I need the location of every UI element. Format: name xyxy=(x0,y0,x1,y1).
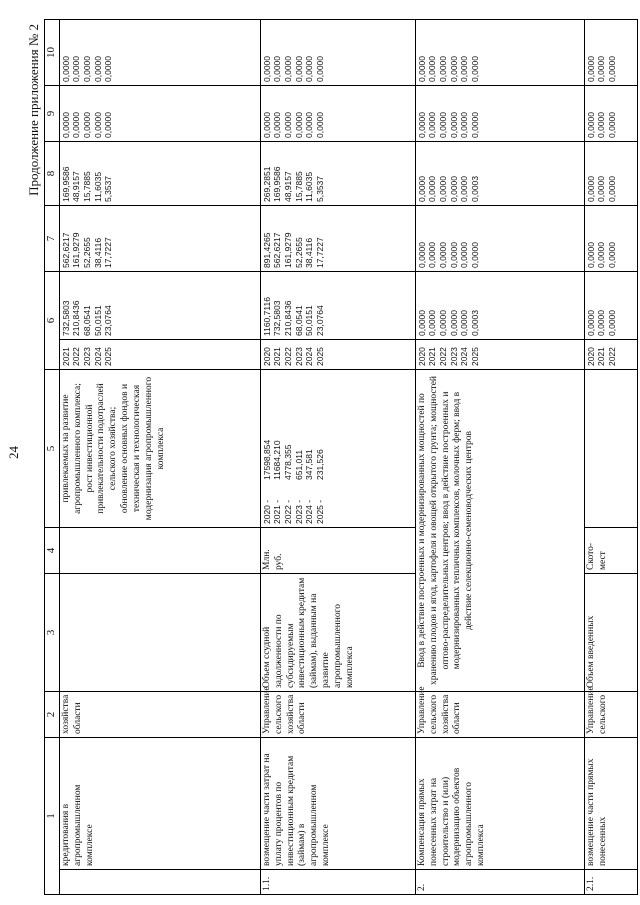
regional-col xyxy=(415,142,584,206)
table-row-1-1 xyxy=(260,20,415,895)
value: 52,2655 xyxy=(293,237,304,268)
value: 11,6035 xyxy=(304,171,315,202)
unit xyxy=(59,528,260,574)
year: 2022 xyxy=(71,347,82,366)
col-head-9: 9 xyxy=(45,86,60,142)
value: 0,0000 xyxy=(607,112,617,138)
value: 0,0000 xyxy=(438,310,448,336)
indicator: Объем ссудной задолженности по субсидируемым инвестиционным кредитам (займам), выданным на развитие агропромышленного комплекса xyxy=(260,574,415,692)
other-col xyxy=(415,20,584,86)
row-number: 2.1. xyxy=(584,870,637,895)
unit-line: руб. xyxy=(273,553,284,570)
value: 0,0000 xyxy=(448,310,459,336)
value: 0,0000 xyxy=(416,242,427,268)
year: 2022 xyxy=(607,347,617,366)
value: 15,7885 xyxy=(293,171,304,202)
year: 2023 xyxy=(293,347,304,366)
value: 0,0000 xyxy=(459,176,470,202)
year-list xyxy=(260,340,415,370)
value: 0,0000 xyxy=(438,56,448,82)
value: 0,0000 xyxy=(283,112,293,138)
value: 269,2851 xyxy=(261,166,272,202)
value: 0,0000 xyxy=(459,310,470,336)
value: 0,0000 xyxy=(293,56,304,82)
value: 52,2655 xyxy=(82,237,92,268)
table-row-2 xyxy=(415,20,584,895)
value: 0,0000 xyxy=(438,242,448,268)
expected-results xyxy=(59,370,260,528)
value: 0,0000 xyxy=(607,242,617,268)
value: 48,9157 xyxy=(283,171,293,202)
value: 5,3537 xyxy=(314,176,325,202)
value: 0,0000 xyxy=(427,56,438,82)
indicator: Ввод в действие построенных и модернизированных мощностей по хранению плодов и ягод, картофеля и овощей открытого грунта; мощностей оптово-распределительных центров; ввод в действие построенных и модернизированных тепличных комплексов, молочных ферм; ввод в действие селекционно-семеноводческих центров xyxy=(415,370,584,692)
indicator: Объем введенных xyxy=(584,574,637,692)
value: 0,0000 xyxy=(448,56,459,82)
value: 0,0000 xyxy=(82,112,92,138)
col-head-8: 8 xyxy=(45,142,60,206)
value: 0,0000 xyxy=(103,112,114,138)
value: 0,0000 xyxy=(304,112,315,138)
value: 0,0000 xyxy=(596,176,607,202)
value: 0,0000 xyxy=(261,112,272,138)
value: 0,0000 xyxy=(459,112,470,138)
unit xyxy=(584,528,637,574)
schedule-line xyxy=(283,373,294,524)
year: 2025 xyxy=(103,347,114,366)
value: 38,4116 xyxy=(304,237,315,268)
value: 891,4265 xyxy=(261,232,272,268)
value: 0,0000 xyxy=(92,56,103,82)
schedule-value: 231,526 xyxy=(314,449,325,480)
value: 562,6217 xyxy=(60,232,71,268)
value: 0,0000 xyxy=(427,176,438,202)
schedule-value: 11684,210 xyxy=(272,440,283,480)
value: 50,0151 xyxy=(304,305,315,336)
event-name: возмещение части затрат на уплату процентов по инвестиционным кредитам (займам) в агропромышленном комплексе xyxy=(260,738,415,870)
total-col xyxy=(260,272,415,340)
value: 0,0000 xyxy=(585,176,596,202)
value: 0,0000 xyxy=(459,242,470,268)
col-head-3: 3 xyxy=(45,574,60,692)
page-number: 24 xyxy=(6,446,21,459)
value: 0,0000 xyxy=(416,112,427,138)
federal-col xyxy=(415,206,584,272)
value: 0,0000 xyxy=(585,112,596,138)
value: 210,8436 xyxy=(283,300,293,336)
value: 0,0003 xyxy=(469,176,480,202)
result-line: привлекаемых на развитие агропромышленного комплекса; xyxy=(60,383,83,514)
value: 68,0541 xyxy=(293,305,304,336)
value: 23,0764 xyxy=(103,305,114,336)
value: 0,0000 xyxy=(272,112,283,138)
value: 0,0000 xyxy=(60,112,71,138)
year: 2025 xyxy=(314,347,325,366)
value: 0,0000 xyxy=(585,242,596,268)
value: 0,0000 xyxy=(272,56,283,82)
row-number: 1.1. xyxy=(260,870,415,895)
unit-line: мест xyxy=(597,551,608,570)
value: 0,0000 xyxy=(103,56,114,82)
executor: Управление сельского хозяйства области xyxy=(260,692,415,738)
result-line: обновление основных фондов и техническая и технологическая модернизация агропромышленного комплекса xyxy=(120,376,166,521)
year: 2022 xyxy=(438,347,448,366)
value: 23,0764 xyxy=(314,305,325,336)
unit-line: Млн. xyxy=(261,549,272,570)
value: 15,7885 xyxy=(82,171,92,202)
schedule-year: 2023 - xyxy=(293,499,304,524)
value: 0,0000 xyxy=(596,242,607,268)
year: 2022 xyxy=(283,347,293,366)
federal-col xyxy=(59,206,260,272)
unit-line: Ското- xyxy=(585,542,596,570)
value: 0,0000 xyxy=(469,56,480,82)
value: 0,0000 xyxy=(448,112,459,138)
federal-col xyxy=(260,206,415,272)
event-name: кредитования в агропромышленном комплексе xyxy=(59,738,260,870)
value: 0,0000 xyxy=(71,56,82,82)
value: 5,3537 xyxy=(103,176,114,202)
col-head-6: 6 xyxy=(45,272,60,370)
schedule-year: 2024 - xyxy=(304,499,315,524)
appendix-subtitle: Продолжение приложения № 2 xyxy=(26,24,41,196)
event-name: возмещение части прямых понесенных xyxy=(584,738,637,870)
col-head-4: 4 xyxy=(45,528,60,574)
expected-results xyxy=(584,370,637,528)
federal-col xyxy=(584,206,637,272)
value: 50,0151 xyxy=(92,305,103,336)
event-name: Компенсация прямых понесенных затрат на строительство и (или) модернизацию объектов агропромышленного комплекса xyxy=(415,738,584,870)
year: 2021 xyxy=(596,347,607,366)
local-col xyxy=(260,86,415,142)
value: 0,0000 xyxy=(261,56,272,82)
value: 0,0000 xyxy=(304,56,315,82)
indicator xyxy=(59,574,260,692)
table-row-2-1 xyxy=(584,20,637,895)
value: 0,0000 xyxy=(314,56,325,82)
row-number xyxy=(59,870,260,895)
value: 0,0000 xyxy=(596,310,607,336)
result-line: рост инвестиционной привлекательности подотраслей сельского хозяйства; xyxy=(84,383,119,514)
value: 732,5803 xyxy=(272,300,283,336)
value: 0,0000 xyxy=(459,56,470,82)
value: 0,0000 xyxy=(60,56,71,82)
value: 0,0000 xyxy=(448,176,459,202)
year: 2024 xyxy=(304,347,315,366)
year: 2024 xyxy=(459,347,470,366)
value: 48,9157 xyxy=(71,171,82,202)
value: 562,6217 xyxy=(272,232,283,268)
year-list xyxy=(415,340,584,370)
schedule-line xyxy=(315,373,326,524)
value: 38,4116 xyxy=(92,237,103,268)
program-table xyxy=(44,19,638,895)
total-col xyxy=(415,272,584,340)
year: 2023 xyxy=(448,347,459,366)
other-col xyxy=(584,20,637,86)
schedule-value: 4778,355 xyxy=(283,444,293,480)
value: 0,0000 xyxy=(469,112,480,138)
value: 0,0000 xyxy=(314,112,325,138)
column-number-row xyxy=(45,20,60,895)
schedule-line xyxy=(272,373,283,524)
value: 0,0000 xyxy=(71,112,82,138)
value: 0,0000 xyxy=(416,310,427,336)
year: 2020 xyxy=(585,347,596,366)
other-col xyxy=(59,20,260,86)
schedule-year: 2022 - xyxy=(283,499,293,524)
local-col xyxy=(584,86,637,142)
executor: Управление сельского хозяйства области xyxy=(415,692,584,738)
value: 0,0000 xyxy=(92,112,103,138)
other-col xyxy=(260,20,415,86)
year-list xyxy=(584,340,637,370)
schedule-value: 347,581 xyxy=(304,449,315,480)
schedule-year: 2021 - xyxy=(272,499,283,524)
value: 169,9586 xyxy=(272,166,283,202)
col-head-5: 5 xyxy=(45,370,60,528)
year: 2025 xyxy=(469,347,480,366)
regional-col xyxy=(584,142,637,206)
col-head-7: 7 xyxy=(45,206,60,272)
value: 0,0000 xyxy=(607,310,617,336)
value: 0,0000 xyxy=(438,112,448,138)
value: 0,0000 xyxy=(585,310,596,336)
year: 2021 xyxy=(60,347,71,366)
executor: Управление сельского xyxy=(584,692,637,738)
value: 0,0000 xyxy=(607,56,617,82)
value: 68,0541 xyxy=(82,305,92,336)
value: 0,0000 xyxy=(82,56,92,82)
row-number: 2. xyxy=(415,870,584,895)
year: 2021 xyxy=(427,347,438,366)
total-col xyxy=(584,272,637,340)
local-col xyxy=(415,86,584,142)
year-list xyxy=(59,340,260,370)
year: 2024 xyxy=(92,347,103,366)
value: 1160,7116 xyxy=(261,297,272,336)
value: 0,0000 xyxy=(596,112,607,138)
local-col xyxy=(59,86,260,142)
value: 0,0000 xyxy=(596,56,607,82)
value: 0,0000 xyxy=(293,112,304,138)
unit xyxy=(260,528,415,574)
value: 161,9279 xyxy=(71,232,82,268)
regional-col xyxy=(260,142,415,206)
value: 0,0000 xyxy=(416,176,427,202)
schedule-year: 2025 - xyxy=(314,499,325,524)
col-head-10: 10 xyxy=(45,20,60,86)
total-col xyxy=(59,272,260,340)
col-head-1: 1 xyxy=(45,738,60,895)
value: 0,0000 xyxy=(283,56,293,82)
year: 2020 xyxy=(261,347,272,366)
value: 0,0000 xyxy=(427,242,438,268)
regional-col xyxy=(59,142,260,206)
value: 0,0000 xyxy=(416,56,427,82)
value: 17,7227 xyxy=(103,237,114,268)
value: 732,5803 xyxy=(60,300,71,336)
year: 2020 xyxy=(416,347,427,366)
value: 0,0000 xyxy=(438,176,448,202)
schedule-line xyxy=(304,373,315,524)
value: 17,7227 xyxy=(314,237,325,268)
schedule-value: 651,011 xyxy=(293,449,304,480)
value: 0,0000 xyxy=(607,176,617,202)
value: 0,0000 xyxy=(585,56,596,82)
indicator-schedule xyxy=(260,370,415,528)
year: 2021 xyxy=(272,347,283,366)
col-head-2: 2 xyxy=(45,692,60,738)
value: 11,6035 xyxy=(92,171,103,202)
value: 0,0000 xyxy=(469,242,480,268)
value: 0,0000 xyxy=(448,242,459,268)
value: 0,0003 xyxy=(469,310,480,336)
schedule-line xyxy=(262,373,273,524)
executor: хозяйства области xyxy=(59,692,260,738)
value: 169,9586 xyxy=(60,166,71,202)
table-row-continuation xyxy=(59,20,260,895)
year: 2023 xyxy=(82,347,92,366)
value: 0,0000 xyxy=(427,310,438,336)
schedule-value: 17598,854 xyxy=(261,439,272,480)
value: 0,0000 xyxy=(427,112,438,138)
value: 161,9279 xyxy=(283,232,293,268)
schedule-line xyxy=(294,373,305,524)
schedule-year: 2020 - xyxy=(261,499,272,524)
value: 210,8436 xyxy=(71,300,82,336)
